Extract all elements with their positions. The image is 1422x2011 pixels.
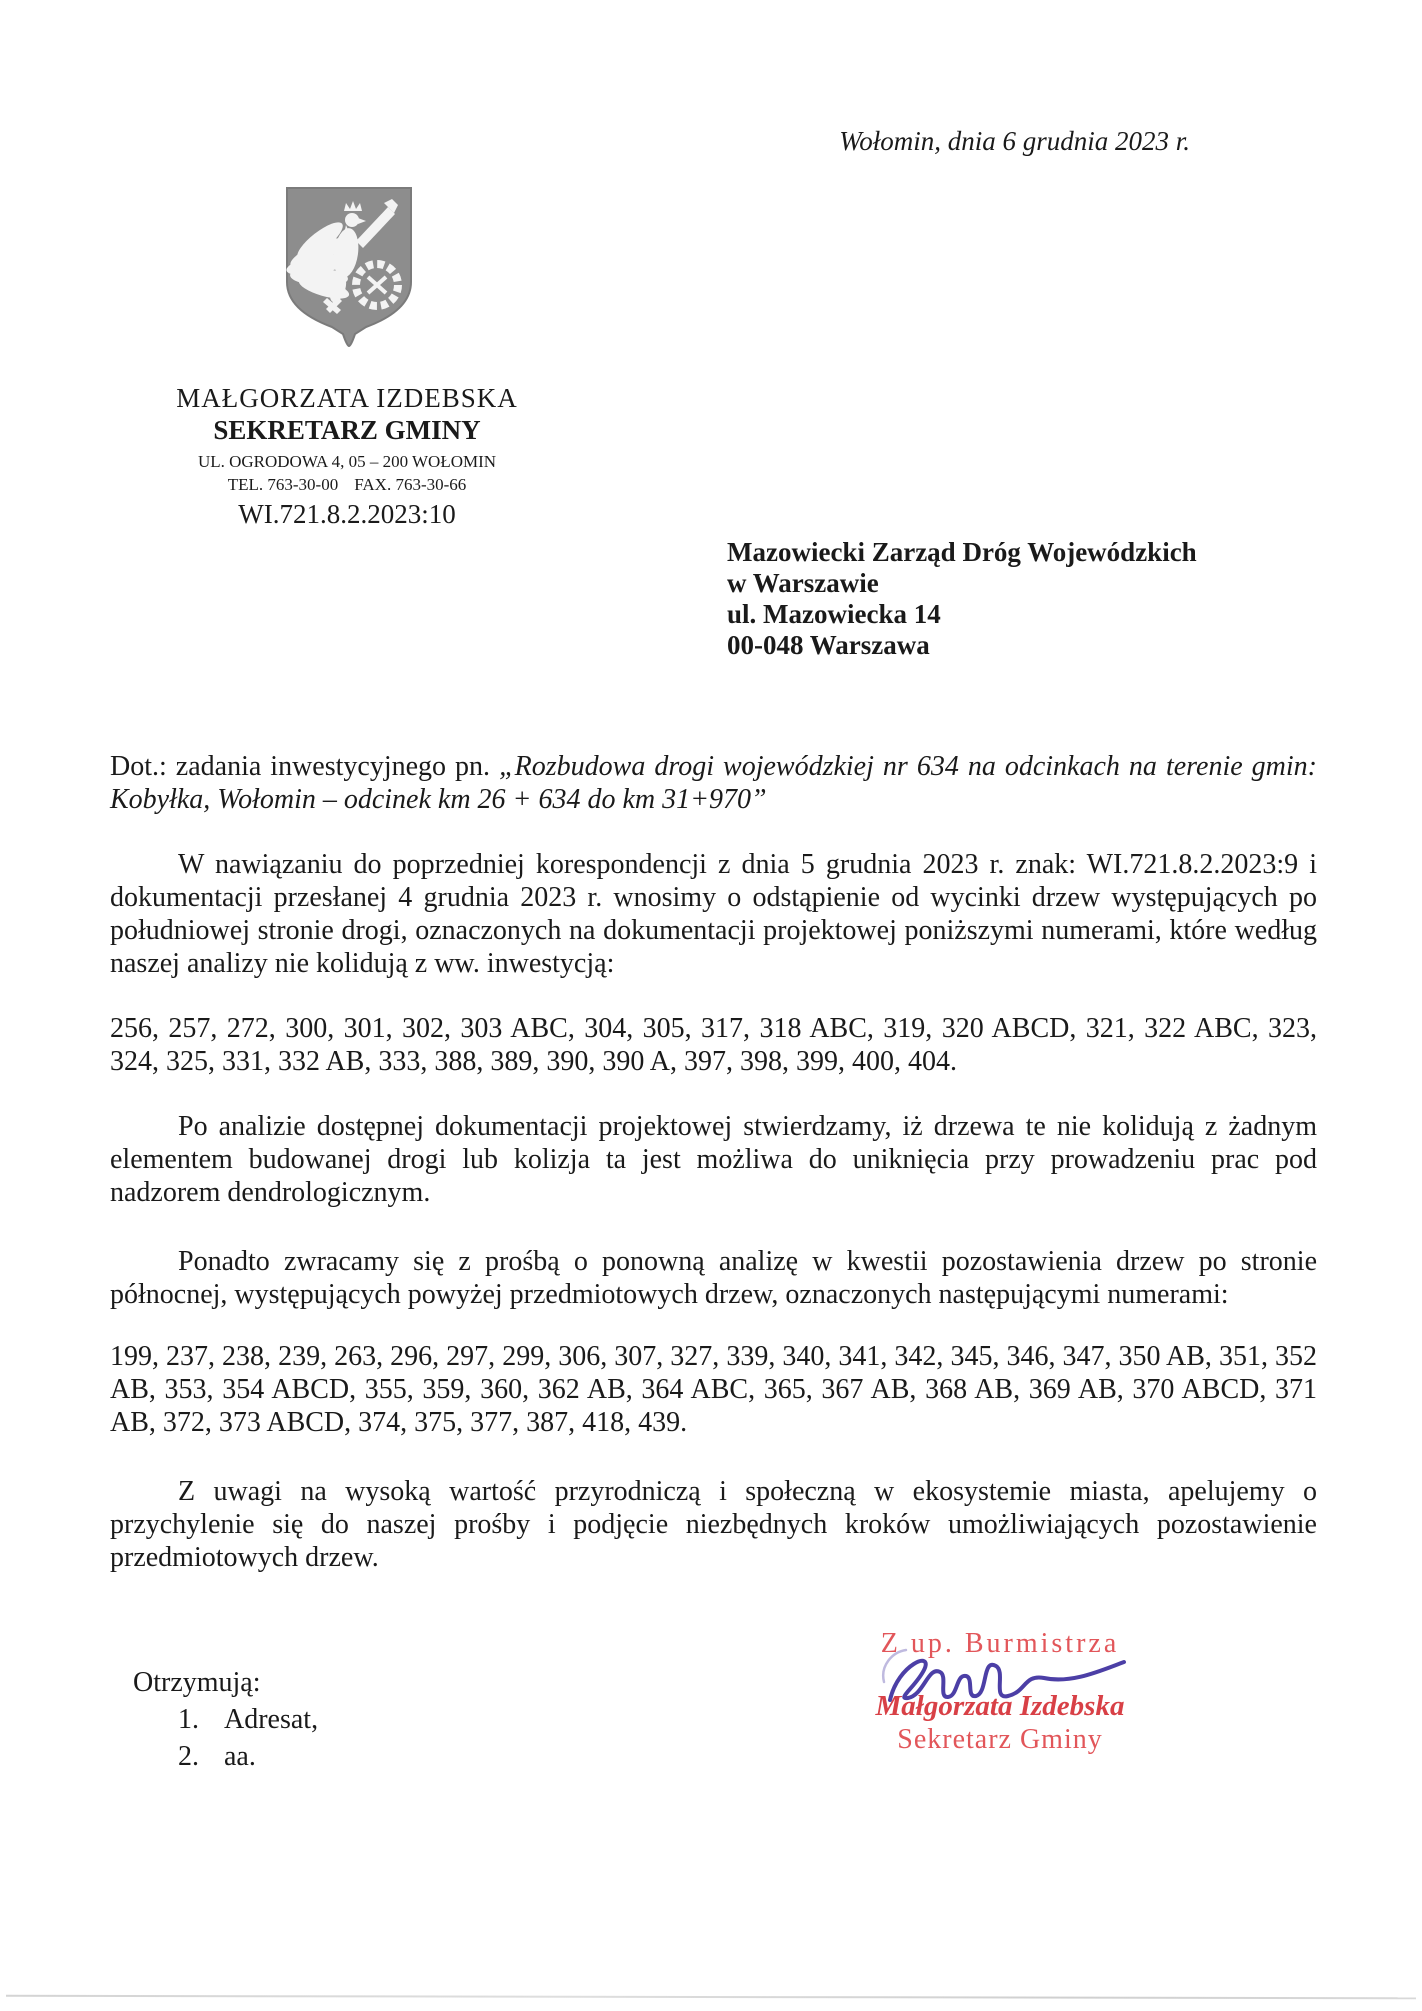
- distribution-item-label: Adresat,: [224, 1704, 319, 1735]
- recipient-line: 00-048 Warszawa: [727, 630, 930, 660]
- distribution-item-number: 2.: [178, 1741, 199, 1772]
- paragraph-request-north: Ponadto zwracamy się z prośbą o ponowną analizę w kwestii pozostawienia drzew po stronie północnej, występujących powyżej przedmiotowych drzew, oznaczonych następującymi numerami:: [110, 1246, 1317, 1310]
- paragraph-appeal: Z uwagi na wysoką wartość przyrodniczą i społeczną w ekosystemie miasta, apelujemy o przychylenie się do naszej prośby i podjęcie niezbędnych kroków umożliwiających pozostawienie przedmiotowych drzew.: [110, 1476, 1317, 1573]
- sender-name: MAŁGORZATA IZDEBSKA: [176, 383, 518, 413]
- subject-prefix: Dot.: zadania inwestycyjnego pn.: [110, 751, 500, 782]
- signatory-title-stamp: Sekretarz Gminy: [897, 1724, 1103, 1755]
- signature-authority-stamp: Z up. Burmistrza: [880, 1628, 1120, 1659]
- distribution-item: [133, 1703, 318, 1736]
- sender-phone-fax: [97, 473, 597, 496]
- recipient-line: w Warszawie: [727, 568, 879, 598]
- distribution-heading: Otrzymują:: [133, 1667, 261, 1698]
- coat-of-arms-icon: [280, 185, 418, 349]
- scan-artifact-line: [6, 1995, 1416, 1999]
- distribution-item-number: 1.: [178, 1704, 199, 1735]
- sender-address: UL. OGRODOWA 4, 05 – 200 WOŁOMIN: [197, 452, 497, 471]
- tree-numbers-north-list: 199, 237, 238, 239, 263, 296, 297, 299, 306, 307, 327, 339, 340, 341, 342, 345, 346, 347, 350 AB, 351, 352 AB, 353, 354 ABCD, 355, 359, 360, 362 AB, 364 ABC, 365, 367 AB, 368 AB, 369 AB, 370 ABCD, 371 AB, 372, 373 ABCD, 374, 375, 377, 387, 418, 439.: [110, 1341, 1317, 1438]
- recipient-line: Mazowiecki Zarząd Dróg Wojewódzkich: [727, 537, 1197, 567]
- subject-line: [110, 750, 1317, 816]
- date-line: Wołomin, dnia 6 grudnia 2023 r.: [839, 126, 1190, 156]
- sender-letterhead: [97, 382, 597, 529]
- signatory-name-stamp: Małgorzata Izdebska: [875, 1690, 1125, 1722]
- paragraph-request-south: W nawiązaniu do poprzedniej korespondencji z dnia 5 grudnia 2023 r. znak: WI.721.8.2.2023:9 i dokumentacji przesłanej 4 grudnia 2023 r. wnosimy o odstąpienie od wycinki drzew występujących po południowej stronie drogi, oznaczonych na dokumentacji projektowej poniższymi numerami, które według naszej analizy nie kolidują z ww. inwestycją:: [110, 849, 1317, 979]
- distribution-item-label: aa.: [224, 1741, 256, 1772]
- distribution-list: [133, 1666, 318, 1773]
- subject-project-title: „Rozbudowa drogi wojewódzkiej nr 634 na odcinkach na terenie gmin: Kobyłka, Wołomin – odcinek km 26 + 634 do km 31+970”: [110, 751, 1317, 815]
- sender-title: SEKRETARZ GMINY: [213, 415, 481, 445]
- distribution-item: [133, 1740, 318, 1773]
- sender-tel: TEL. 763-30-00: [227, 475, 339, 494]
- tree-numbers-south-list: 256, 257, 272, 300, 301, 302, 303 ABC, 304, 305, 317, 318 ABC, 319, 320 ABCD, 321, 322 ABC, 323, 324, 325, 331, 332 AB, 333, 388, 389, 390, 390 A, 397, 398, 399, 400, 404.: [110, 1013, 1317, 1077]
- paragraph-analysis: Po analizie dostępnej dokumentacji projektowej stwierdzamy, iż drzewa te nie kolidują z żadnym elementem budowanej drogi lub kolizja ta jest możliwa do uniknięcia przy prowadzeniu prac pod nadzorem dendrologicznym.: [110, 1111, 1317, 1208]
- recipient-line: ul. Mazowiecka 14: [727, 599, 941, 629]
- recipient-address-block: [727, 537, 1197, 661]
- case-reference-number: WI.721.8.2.2023:10: [238, 499, 456, 529]
- sender-fax: FAX. 763-30-66: [354, 475, 467, 494]
